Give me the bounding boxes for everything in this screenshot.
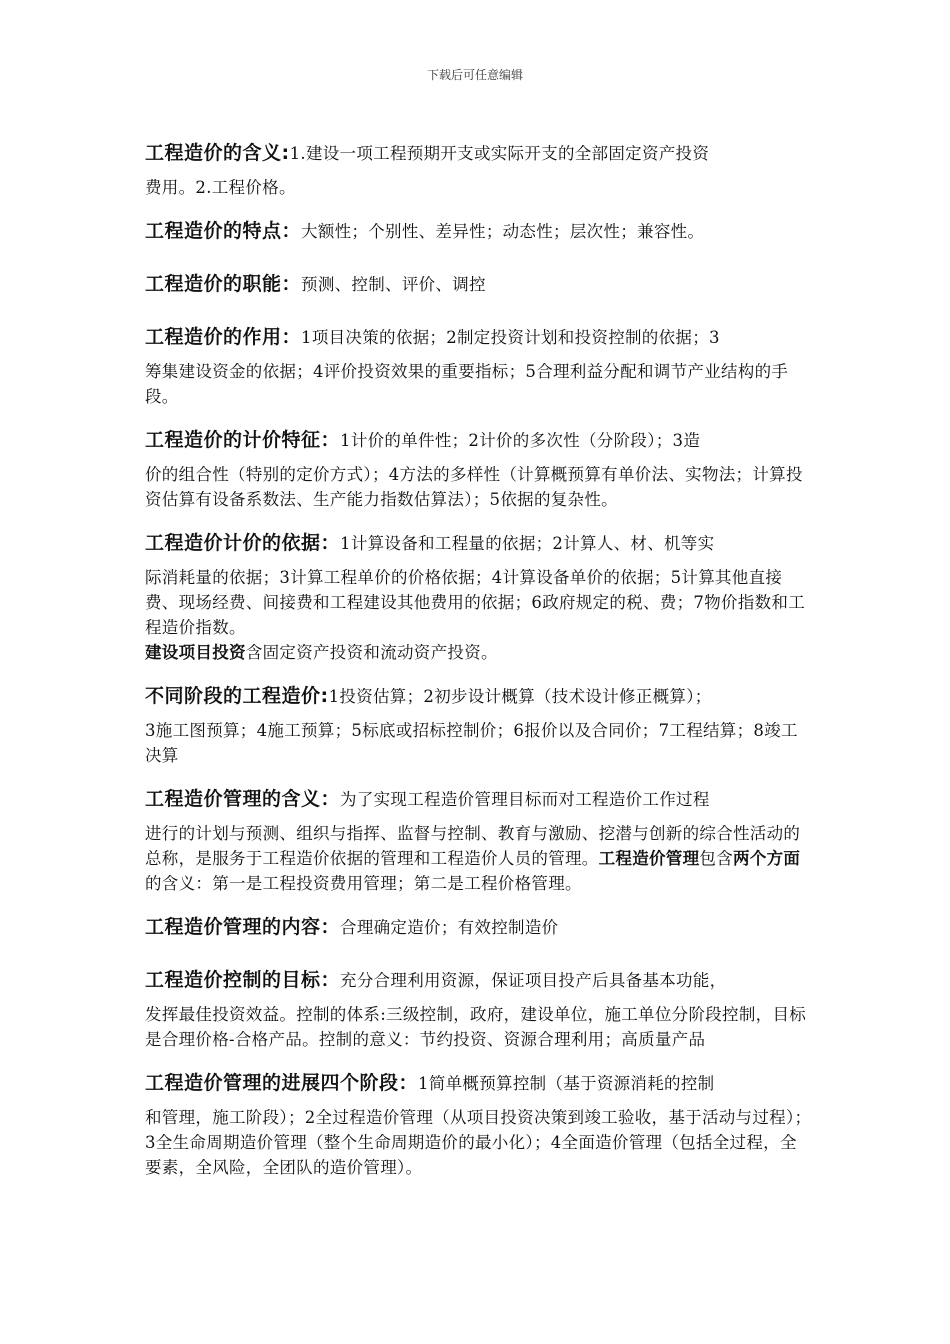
- section-rest: 发挥最佳投资效益。控制的体系:三级控制，政府，建设单位，施工单位分阶段控制，目标是合理价格-合格产品。控制的意义：节约投资、资源合理利用；高质量产品: [145, 1005, 807, 1049]
- section-rest: 际消耗量的依据；3计算工程单价的价格依据；4计算设备单价的依据；5计算其他直接费、现场经费、间接费和工程建设其他费用的依据；6政府规定的税、费；7物价指数和工程造价指数。: [145, 568, 805, 637]
- section-rest: 3施工图预算；4施工预算；5标底或招标控制价；6报价以及合同价；7工程结算；8竣工决算: [145, 721, 798, 765]
- section-management-content: [145, 910, 813, 945]
- section-line1: 1投资估算；2初步设计概算（技术设计修正概算）；: [328, 687, 712, 706]
- section-rest: 和管理，施工阶段）；2全过程造价管理（从项目投资决策到竣工验收，基于活动与过程）；3全生命周期造价管理（整个生命周期造价的最小化）；4全面造价管理（包括全过程，全要素，全风险，全团队的造价管理）。: [145, 1108, 812, 1177]
- section-rest: 价的组合性（特别的定价方式）；4方法的多样性（计算概预算有单价法、实物法；计算投资估算有设备系数法、生产能力指数估算法）；5依据的复杂性。: [145, 465, 803, 509]
- section-line1: 预测、控制、评价、调控: [301, 275, 486, 294]
- section-rest: 进行的计划与预测、组织与指挥、监督与控制、教育与激励、挖潜与创新的综合性活动的总称，是服务于工程造价依据的管理和工程造价人员的管理。: [145, 824, 801, 868]
- section-term: 工程造价的职能：: [145, 273, 302, 295]
- investment-text: 含固定资产投资和流动资产投资。: [245, 643, 498, 662]
- section-term: 工程造价的特点：: [145, 220, 302, 242]
- section-rest: 费用。2.工程价格。: [145, 178, 296, 197]
- section-line1: 大额性；个别性、差异性；动态性；层次性；兼容性。: [301, 222, 705, 241]
- section-term: 工程造价的计价特征：: [145, 429, 341, 451]
- section-term: 工程造价管理的进展四个阶段：: [145, 1072, 419, 1094]
- section-development-stages: [145, 1066, 813, 1180]
- section-stages: [145, 679, 813, 768]
- mgmt-text1: 包含: [699, 849, 734, 868]
- section-definition: [145, 136, 813, 200]
- section-line1: 合理确定造价；有效控制造价: [340, 918, 559, 937]
- section-line1: 1简单概预算控制（基于资源消耗的控制: [418, 1074, 715, 1093]
- mgmt-text2: 的含义：第一是工程投资费用管理；第二是工程价格管理。: [145, 874, 582, 893]
- section-line1: 1计价的单件性；2计价的多次性（分阶段）；3造: [340, 431, 701, 450]
- investment-line: [145, 640, 813, 665]
- section-line1: 充分合理利用资源，保证项目投产后具备基本功能，: [340, 971, 727, 990]
- section-line1: 1.建设一项工程预期开支或实际开支的全部固定资产投资: [289, 144, 710, 163]
- investment-term: 建设项目投资: [145, 643, 246, 662]
- section-term: 工程造价的含义:: [145, 142, 290, 164]
- section-roles: [145, 320, 813, 409]
- section-line1: 1计算设备和工程量的依据；2计算人、材、机等实: [340, 534, 715, 553]
- section-control-goal: [145, 963, 813, 1052]
- mgmt-aspects: 两个方面: [733, 849, 801, 868]
- section-term: 工程造价计价的依据：: [145, 532, 341, 554]
- section-functions: [145, 267, 813, 302]
- section-line1: 为了实现工程造价管理目标而对工程造价工作过程: [340, 790, 710, 809]
- section-term: 工程造价管理的内容：: [145, 916, 341, 938]
- page-header: 下载后可任意编辑: [426, 68, 523, 82]
- section-management-definition: [145, 782, 813, 896]
- document-body: [145, 136, 813, 1180]
- section-pricing-basis: [145, 526, 813, 640]
- section-characteristics: [145, 214, 813, 249]
- section-term: 不同阶段的工程造价:: [145, 685, 329, 707]
- section-rest: 筹集建设资金的依据；4评价投资效果的重要指标；5合理利益分配和调节产业结构的手段。: [145, 362, 789, 406]
- section-term: 工程造价管理的含义：: [145, 788, 341, 810]
- section-term: 工程造价的作用：: [145, 326, 302, 348]
- mgmt-term: 工程造价管理: [598, 849, 700, 868]
- section-term: 工程造价控制的目标：: [145, 969, 341, 991]
- section-line1: 1项目决策的依据；2制定投资计划和投资控制的依据；3: [301, 328, 720, 347]
- section-pricing-features: [145, 423, 813, 512]
